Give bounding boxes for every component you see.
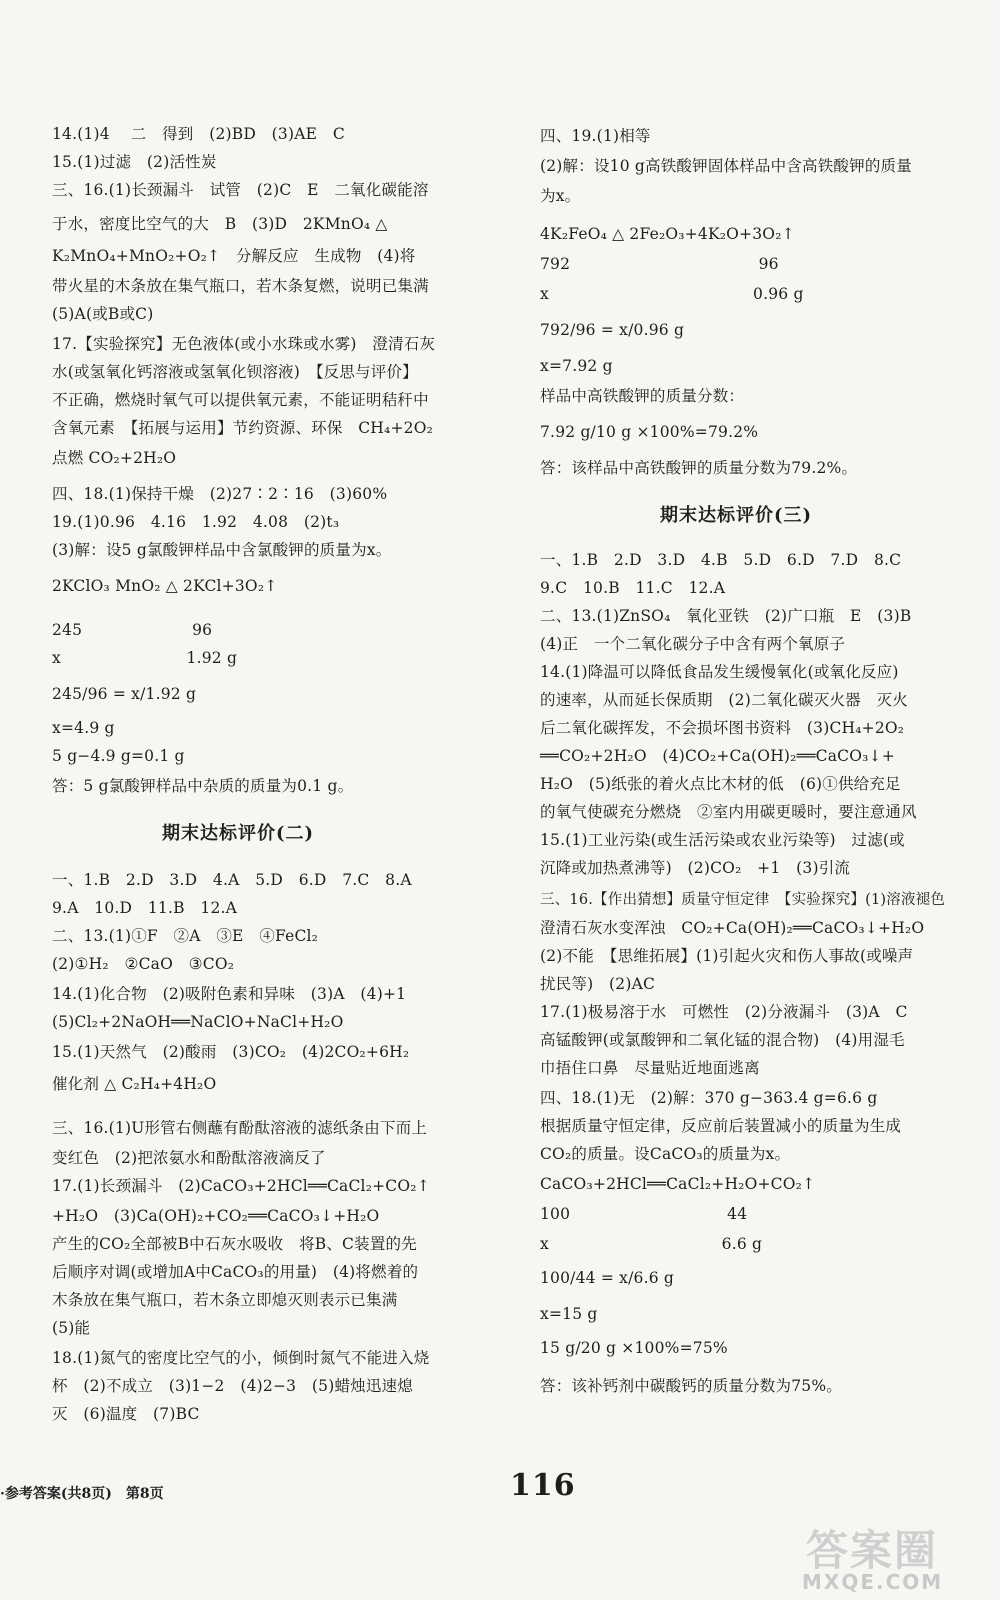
right-line: x 6.6 g [540,1235,763,1253]
left-line: 带火星的木条放在集气瓶口，若木条复燃，说明已集满 [52,277,429,295]
left-line: 产生的CO₂全部被B中石灰水吸收 将B、C装置的先 [52,1235,417,1253]
left-line: 不正确，燃烧时氧气可以提供氧元素，不能证明秸秆中 [52,391,429,409]
left-line: 木条放在集气瓶口，若木条立即熄灭则表示已集满 [52,1291,398,1309]
left-line: 18.(1)氮气的密度比空气的小，倾倒时氮气不能进入烧 [52,1349,430,1367]
right-line: (4)正 一个二氧化碳分子中含有两个氧原子 [540,635,846,653]
right-line: x=7.92 g [540,357,613,375]
section-heading: 期末达标评价(三) [660,505,813,526]
left-line: +H₂O (3)Ca(OH)₂+CO₂══CaCO₃↓+H₂O [52,1207,380,1225]
watermark-url: MXQE.COM [802,1570,944,1594]
left-line: 于水，密度比空气的大 B (3)D 2KMnO₄ △ [52,215,388,233]
left-line: x 1.92 g [52,649,238,667]
left-line: 245 96 [52,621,213,639]
left-line: 245/96 = x/1.92 g [52,685,197,703]
left-line: 14.(1)化合物 (2)吸附色素和异味 (3)A (4)+1 [52,985,407,1003]
right-line: x=15 g [540,1305,598,1323]
left-line: 2KClO₃ MnO₂ △ 2KCl+3O₂↑ [52,577,278,595]
left-line: (2)①H₂ ②CaO ③CO₂ [52,955,235,973]
right-line: CaCO₃+2HCl══CaCl₂+H₂O+CO₂↑ [540,1175,816,1193]
left-line: K₂MnO₄+MnO₂+O₂↑ 分解反应 生成物 (4)将 [52,247,416,265]
left-line: (5)Cl₂+2NaOH══NaClO+NaCl+H₂O [52,1013,344,1031]
left-line: 四、18.(1)保持干燥 (2)27∶2∶16 (3)60% [52,485,388,503]
left-line: 二、13.(1)①F ②A ③E ④FeCl₂ [52,927,319,945]
left-line: 三、16.(1)长颈漏斗 试管 (2)C E 二氧化碳能溶 [52,181,429,199]
right-line: 答：该补钙剂中碳酸钙的质量分数为75%。 [540,1377,842,1395]
footer-label: ·参考答案(共8页) 第8页 [0,1486,164,1502]
left-line: 答：5 g氯酸钾样品中杂质的质量为0.1 g。 [52,777,354,795]
right-line: 高锰酸钾(或氯酸钾和二氧化锰的混合物) (4)用湿毛 [540,1031,905,1049]
left-line: 后顺序对调(或增加A中CaCO₃的用量) (4)将燃着的 [52,1263,419,1281]
right-line: 澄清石灰水变浑浊 CO₂+Ca(OH)₂══CaCO₃↓+H₂O [540,919,925,937]
left-line: 含氧元素 【拓展与运用】节约资源、环保 CH₄+2O₂ [52,419,434,437]
left-line: 15.(1)天然气 (2)酸雨 (3)CO₂ (4)2CO₂+6H₂ [52,1043,410,1061]
left-line: 15.(1)过滤 (2)活性炭 [52,153,217,171]
right-line: 样品中高铁酸钾的质量分数： [540,387,745,405]
right-line: 三、16.【作出猜想】质量守恒定律 【实验探究】(1)溶液褪色 [540,892,946,908]
right-line: 9.C 10.B 11.C 12.A [540,579,726,597]
left-line: (5)能 [52,1319,91,1337]
right-line: H₂O (5)纸张的着火点比木材的低 (6)①供给充足 [540,775,901,793]
right-line: 四、18.(1)无 (2)解：370 g−363.4 g=6.6 g [540,1089,878,1107]
right-line: 14.(1)降温可以降低食品发生缓慢氧化(或氧化反应) [540,663,899,681]
right-line: 的速率，从而延长保质期 (2)二氧化碳灭火器 灭火 [540,691,908,709]
right-line: (2)不能 【思维拓展】(1)引起火灾和伤人事故(或噪声 [540,947,914,965]
right-line: 四、19.(1)相等 [540,127,651,145]
left-line: x=4.9 g [52,719,115,737]
right-line: CO₂的质量。设CaCO₃的质量为x。 [540,1145,791,1163]
left-line: 三、16.(1)U形管右侧蘸有酚酞溶液的滤纸条由下而上 [52,1119,428,1137]
left-line: 17.(1)长颈漏斗 (2)CaCO₃+2HCl══CaCl₂+CO₂↑ [52,1177,430,1195]
right-line: x 0.96 g [540,285,804,303]
left-line: 14.(1)4 二 得到 (2)BD (3)AE C [52,125,345,143]
left-line: 水(或氢氧化钙溶液或氢氧化钡溶液) 【反思与评价】 [52,363,418,381]
left-line: 催化剂 △ C₂H₄+4H₂O [52,1075,217,1093]
right-line: 为x。 [540,187,581,205]
right-line: 15 g/20 g ×100%=75% [540,1339,728,1357]
right-line: 二、13.(1)ZnSO₄ 氧化亚铁 (2)广口瓶 E (3)B [540,607,912,625]
right-line: 7.92 g/10 g ×100%=79.2% [540,423,759,441]
left-line: (5)A(或B或C) [52,305,154,323]
right-line: 巾捂住口鼻 尽量贴近地面逃离 [540,1059,760,1077]
right-line: 扰民等) (2)AC [540,975,656,993]
left-line: 灭 (6)温度 (7)BC [52,1405,200,1423]
watermark [792,1518,992,1598]
left-line: 19.(1)0.96 4.16 1.92 4.08 (2)t₃ [52,513,340,531]
section-heading: 期末达标评价(二) [162,823,315,844]
right-line: 792 96 [540,255,779,273]
left-line: (3)解：设5 g氯酸钾样品中含氯酸钾的质量为x。 [52,541,392,559]
page-number: 116 [510,1468,576,1503]
right-line: 100 44 [540,1205,748,1223]
right-line: 792/96 = x/0.96 g [540,321,685,339]
right-line: 后二氧化碳挥发，不会损坏图书资料 (3)CH₄+2O₂ [540,719,905,737]
left-line: 杯 (2)不成立 (3)1−2 (4)2−3 (5)蜡烛迅速熄 [52,1377,413,1395]
left-line: 变红色 (2)把浓氨水和酚酞溶液滴反了 [52,1149,326,1167]
right-line: 17.(1)极易溶于水 可燃性 (2)分液漏斗 (3)A C [540,1003,908,1021]
right-line: 100/44 = x/6.6 g [540,1269,675,1287]
right-line: 沉降或加热煮沸等) (2)CO₂ +1 (3)引流 [540,859,851,877]
right-line: ══CO₂+2H₂O (4)CO₂+Ca(OH)₂══CaCO₃↓+ [540,747,895,765]
right-line: 15.(1)工业污染(或生活污染或农业污染等) 过滤(或 [540,831,905,849]
left-line: 17.【实验探究】无色液体(或小水珠或水雾) 澄清石灰 [52,335,436,353]
left-line: 5 g−4.9 g=0.1 g [52,747,185,765]
left-line: 点燃 CO₂+2H₂O [52,449,177,467]
right-line: 根据质量守恒定律，反应前后装置减小的质量为生成 [540,1117,902,1135]
left-line: 一、1.B 2.D 3.D 4.A 5.D 6.D 7.C 8.A [52,871,412,889]
right-line: 一、1.B 2.D 3.D 4.B 5.D 6.D 7.D 8.C [540,551,902,569]
right-line: 答：该样品中高铁酸钾的质量分数为79.2%。 [540,459,858,477]
right-line: (2)解：设10 g高铁酸钾固体样品中含高铁酸钾的质量 [540,157,912,175]
left-line: 9.A 10.D 11.B 12.A [52,899,238,917]
right-line: 4K₂FeO₄ △ 2Fe₂O₃+4K₂O+3O₂↑ [540,225,795,243]
right-line: 的氧气使碳充分燃烧 ②室内用碳更暖时，要注意通风 [540,803,917,821]
watermark-logo-text: 答案圈 [806,1526,939,1575]
